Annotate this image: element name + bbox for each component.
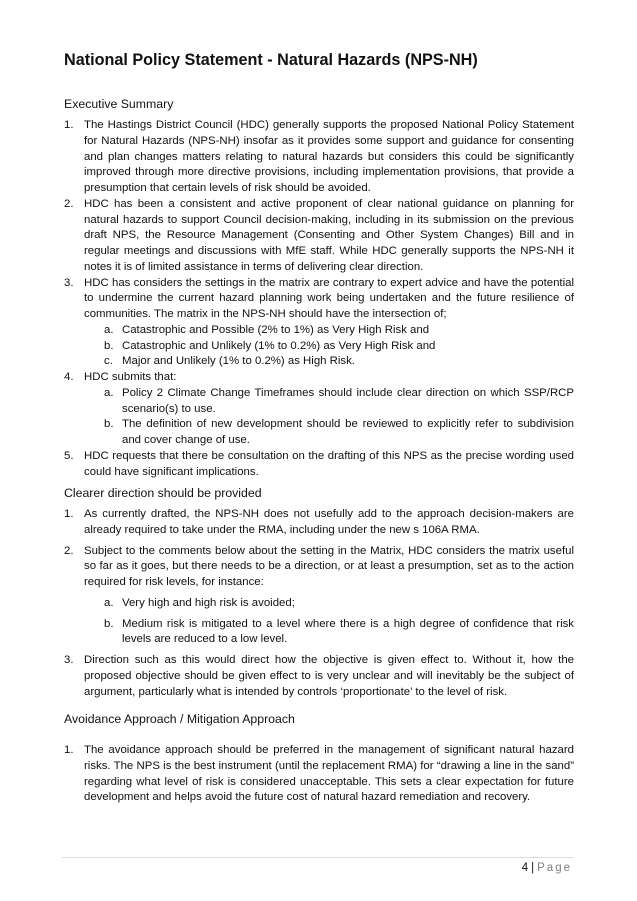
item-text: HDC has been a consistent and active proponent of clear national guidance on planning for natural hazards to support Council decision-making, including in its submission on the previous draft NPS, the Resource Management (Consenting and Other System Changes) Bill and in regular meetings and discussions with MfE staff. While HDC generally supports the NPS-NH it notes it is of limited assistance in terms of delivering clear direction. [84, 197, 574, 273]
list-item [64, 276, 574, 371]
list-item [64, 653, 574, 700]
item-text: HDC has considers the settings in the matrix are contrary to expert advice and have the potential to undermine the current hazard planning work being undertaken and the future resilience of communities. The matrix in the NPS-NH should have the intersection of; [84, 276, 574, 320]
section-heading-avoidance-approach: Avoidance Approach / Mitigation Approach [64, 712, 295, 726]
item-text: HDC requests that there be consultation on the drafting of this NPS as the precise wording used could have significant implications. [84, 449, 574, 478]
item-number: 4. [64, 371, 74, 383]
item-number: 5. [64, 449, 74, 462]
item-number: 1. [64, 508, 74, 520]
executive-summary-list [64, 118, 574, 480]
page-footer [522, 861, 572, 875]
item-text: The avoidance approach should be preferred in the management of significant natural hazard risks. The NPS is the best instrument (until the replacement RMA) for “drawing a line in the sand” regarding what level of risk is considered unacceptable. This sets a clear expectation for future development and helps avoid the future cost of natural hazard remediation and recovery. [84, 744, 574, 804]
page-title: National Policy Statement - Natural Hazards (NPS-NH) [64, 51, 478, 69]
sub-item-text: Very high and high risk is avoided; [122, 596, 295, 609]
sub-item [104, 596, 574, 612]
sublist [84, 596, 574, 648]
item-number: 3. [64, 276, 74, 289]
list-item [64, 449, 574, 481]
sub-item-text: Major and Unlikely (1% to 0.2%) as High Risk. [122, 355, 355, 368]
sub-item-letter: a. [104, 386, 114, 399]
sub-item-letter: b. [104, 339, 114, 352]
item-number: 2. [64, 544, 74, 557]
section-heading-clearer-direction: Clearer direction should be provided [64, 486, 262, 500]
item-text: Direction such as this would direct how the objective is given effect to. Without it, how the proposed objective should be given effect to is very unclear and will inevitably be the subject of argument, particularly what is intended by controls ‘proportionate’ to the level of risk. [84, 654, 574, 698]
sub-item-letter: b. [104, 617, 114, 630]
sub-item-text: Policy 2 Climate Change Timeframes should include clear direction on which SSP/RCP scenario(s) to use. [122, 386, 574, 415]
item-text: As currently drafted, the NPS-NH does not usefully add to the approach decision-makers are already required to take under the RMA, including under the new s 106A RMA. [84, 508, 574, 536]
sub-item [104, 417, 574, 449]
item-text: The Hastings District Council (HDC) generally supports the proposed National Policy Statement for Natural Hazards (NPS-NH) insofar as it provides some support and guidance for consenting and plan changes matters relating to natural hazards but considers this could be significantly improved through more directive provisions, including implementation provisions, that provide a presumption that certain levels of risk should be avoided. [84, 119, 574, 194]
footer-divider [62, 857, 574, 858]
item-number: 1. [64, 744, 74, 756]
sub-item-letter: a. [104, 323, 114, 336]
footer-separator: | [531, 862, 535, 874]
sub-item-letter: a. [104, 596, 114, 609]
sub-item [104, 339, 574, 355]
sub-item-text: Medium risk is mitigated to a level where there is a high degree of confidence that risk levels are reduced to a low level. [122, 617, 574, 646]
clearer-direction-list [64, 507, 574, 700]
item-number: 3. [64, 654, 74, 666]
list-item [64, 118, 574, 197]
list-item [64, 743, 574, 806]
item-text: Subject to the comments below about the setting in the Matrix, HDC considers the matrix useful so far as it goes, but there needs to be a direction, or at least a presumption, set as to the action required for risk levels, for instance: [84, 544, 574, 588]
sub-item [104, 323, 574, 339]
sub-item-text: The definition of new development should be reviewed to explicitly refer to subdivision and cover change of use. [122, 418, 574, 446]
sub-item-letter: c. [104, 355, 113, 368]
list-item [64, 544, 574, 649]
list-item [64, 370, 574, 449]
item-number: 2. [64, 197, 74, 210]
sublist [84, 323, 574, 370]
list-item [64, 507, 574, 539]
list-item [64, 197, 574, 276]
item-number: 1. [64, 119, 74, 131]
sub-item-text: Catastrophic and Unlikely (1% to 0.2%) as Very High Risk and [122, 339, 436, 352]
sub-item [104, 354, 574, 370]
page-label: Page [537, 862, 572, 874]
sub-item [104, 386, 574, 418]
page-number: 4 [521, 862, 529, 874]
sub-item [104, 617, 574, 649]
avoidance-approach-list [64, 743, 574, 806]
sub-item-letter: b. [104, 418, 114, 431]
item-text: HDC submits that: [84, 371, 177, 383]
section-heading-executive-summary: Executive Summary [64, 97, 174, 111]
sublist [84, 386, 574, 449]
sub-item-text: Catastrophic and Possible (2% to 1%) as Very High Risk and [122, 323, 430, 336]
